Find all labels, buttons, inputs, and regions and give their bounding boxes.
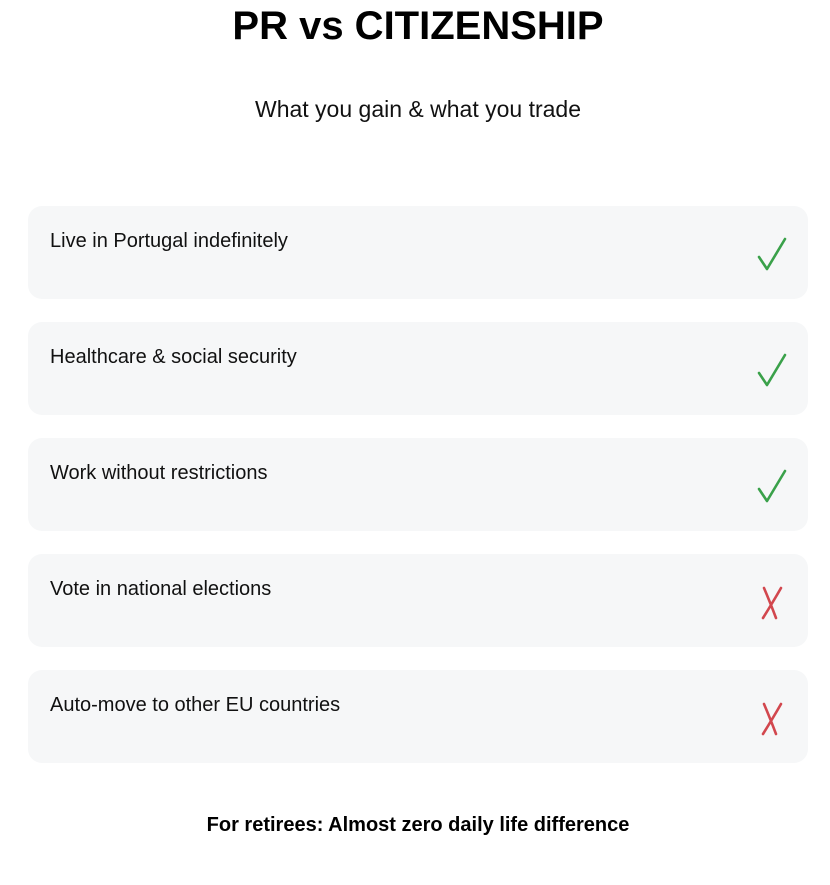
page-title: PR vs CITIZENSHIP	[232, 4, 604, 48]
row-label: Work without restrictions	[50, 462, 268, 484]
footer-note: For retirees: Almost zero daily life difference	[206, 814, 630, 836]
cross-icon	[756, 582, 788, 622]
check-icon	[756, 350, 788, 390]
row-label: Vote in national elections	[50, 578, 272, 600]
row-label: Auto-move to other EU countries	[50, 694, 341, 716]
cross-icon	[756, 698, 788, 738]
check-icon	[756, 234, 788, 274]
comparison-list	[28, 206, 808, 786]
comparison-row-work	[28, 438, 808, 531]
check-icon	[756, 466, 788, 506]
row-label: Live in Portugal indefinitely	[50, 230, 288, 252]
comparison-row-eu-move	[28, 670, 808, 763]
page-subtitle: What you gain & what you trade	[254, 96, 582, 122]
comparison-row-healthcare	[28, 322, 808, 415]
comparison-row-live-in-portugal	[28, 206, 808, 299]
comparison-row-vote	[28, 554, 808, 647]
row-label: Healthcare & social security	[50, 346, 297, 368]
